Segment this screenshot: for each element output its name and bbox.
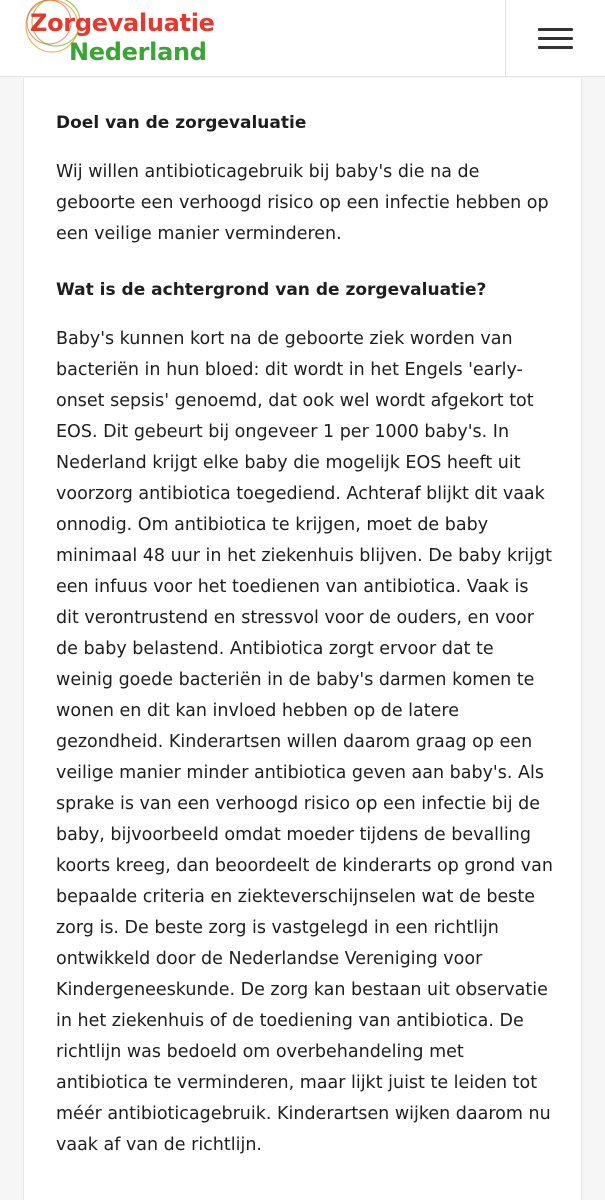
- article-body: [56, 108, 556, 1186]
- heading-achtergrond: Wat is de achtergrond van de zorgevaluatie?: [56, 280, 487, 300]
- logo-text-line1: Zorgevaluatie: [30, 9, 215, 37]
- content-card: [23, 78, 582, 1200]
- site-header: [0, 0, 605, 77]
- hamburger-menu-icon: [538, 22, 573, 55]
- paragraph-doel: Wij willen antibioticagebruik bij baby's die na de geboorte een verhoogd risico op een infectie hebben op een veilige manier verminderen.: [56, 162, 549, 244]
- heading-doel: Doel van de zorgevaluatie: [56, 113, 307, 133]
- site-logo[interactable]: [22, 0, 222, 77]
- menu-button[interactable]: [506, 0, 605, 77]
- paragraph-achtergrond: Baby's kunnen kort na de geboorte ziek worden van bacteriën in hun bloed: dit wordt in het Engels 'early-onset sepsis' genoemd, dat ook wel wordt afgekort tot EOS. Dit gebeurt bij ongeveer 1 per 1000 baby's. In Nederland krijgt elke baby die mogelijk EOS heeft uit voorzorg antibiotica toegediend. Achteraf blijkt dit vaak onnodig. Om antibiotica te krijgen, moet de baby minimaal 48 uur in het ziekenhuis blijven. De baby krijgt een infuus voor het toedienen van antibiotica. Vaak is dit verontrustend en stressvol voor de ouders, en voor de baby belastend. Antibiotica zorgt ervoor dat te weinig goede bacteriën in de baby's darmen komen te wonen en dit kan invloed hebben op de latere gezondheid. Kinderartsen willen daarom graag op een veilige manier minder antibiotica geven aan baby's. Als sprake is van een verhoogd risico op een infectie bij de baby, bijvoorbeeld omdat moeder tijdens de bevalling koorts kreeg, dan beoordeelt de kinderarts op grond van bepaalde criteria en ziekteverschijnselen wat de beste zorg is. De beste zorg is vastgelegd in een richtlijn ontwikkeld door de Nederlandse Vereniging voor Kindergeneeskunde. De zorg kan bestaan uit observatie in het ziekenhuis of de toediening van antibiotica. De richtlijn was bedoeld om overbehandeling met antibiotica te verminderen, maar lijkt juist te leiden tot méér antibioticagebruik. Kinderartsen wijken daarom nu vaak af van de richtlijn.: [56, 329, 553, 1155]
- logo-text-line2: Nederland: [69, 38, 207, 66]
